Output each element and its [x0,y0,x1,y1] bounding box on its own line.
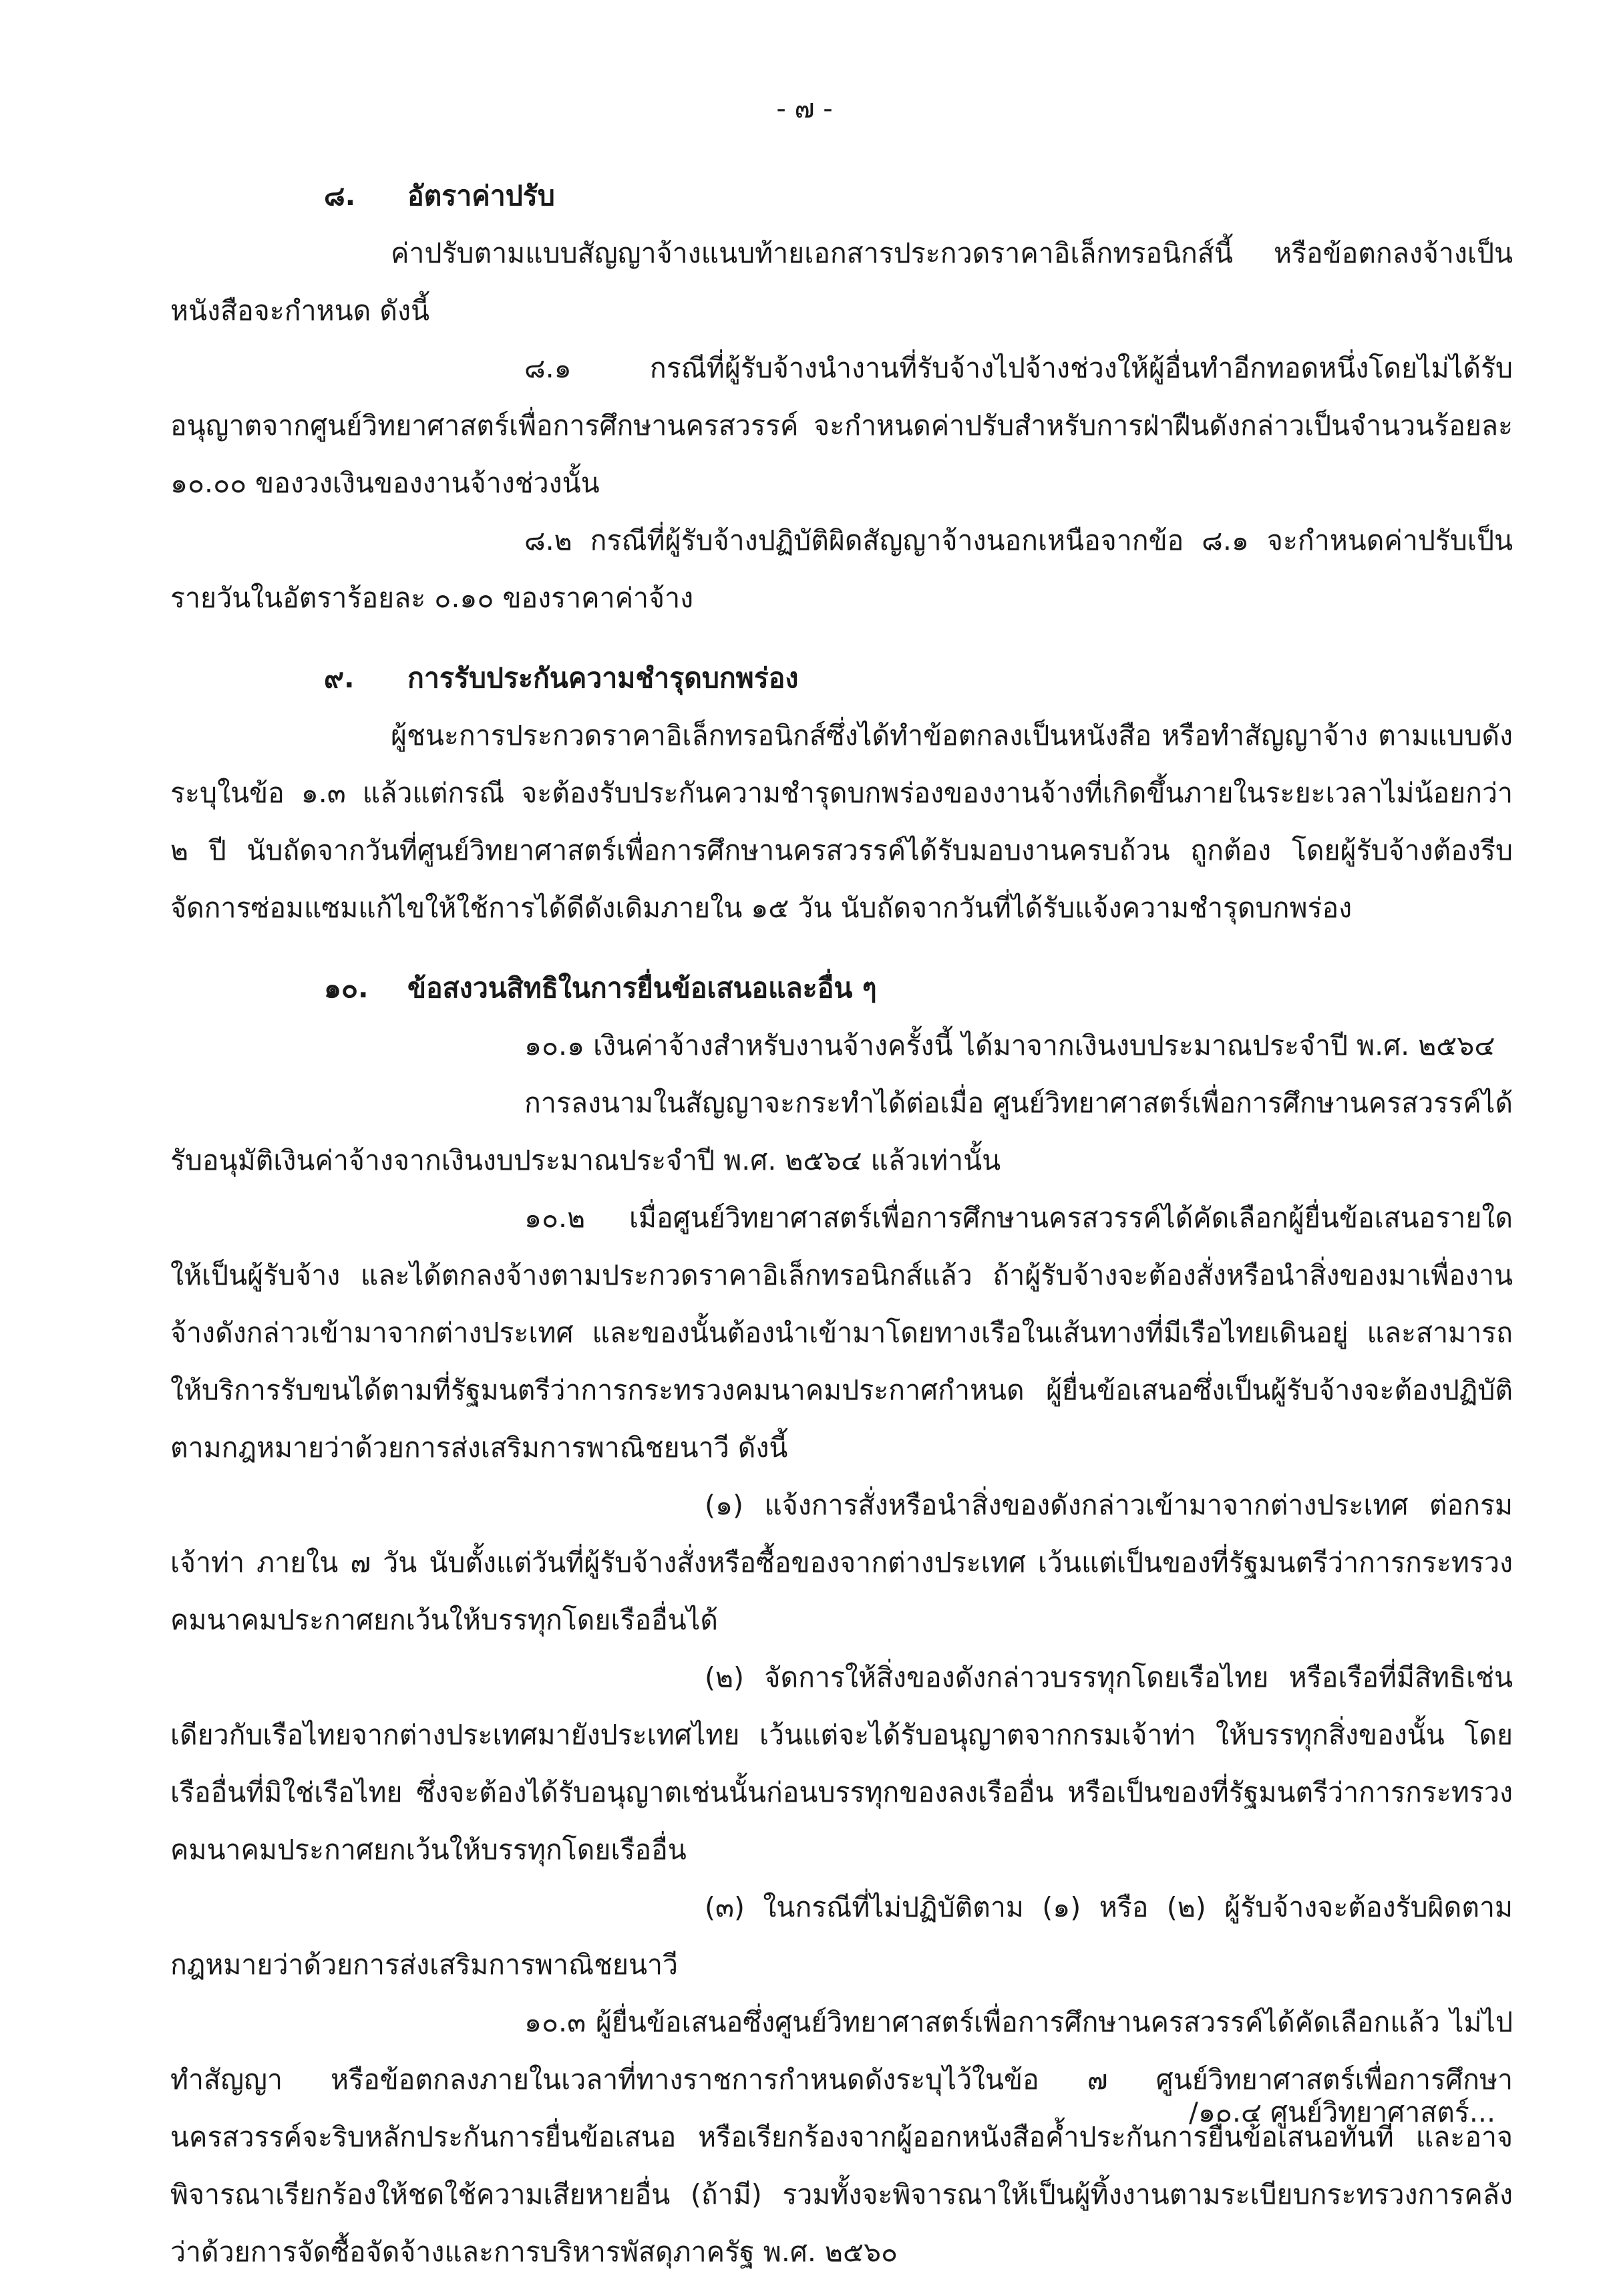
section-9-number: ๙. [324,662,355,694]
clause-10-2: ๑๐.๒ เมื่อศูนย์วิทยาศาสตร์เพื่อการศึกษานครสวรรค์ได้คัดเลือกผู้ยื่นข้อเสนอรายใด ให้เป็นผู้รับจ้าง และได้ตกลงจ้างตามประกวดราคาอิเล็กทรอนิกส์แล้ว ถ้าผู้รับจ้างจะต้องสั่งหรือนำสิ่งของมาเพื่องานจ้างดังกล่าวเข้ามาจากต่างประเทศ และของนั้นต้องนำเข้ามาโดยทางเรือในเส้นทางที่มีเรือไทยเดินอยู่ และสามารถให้บริการรับขนได้ตามที่รัฐมนตรีว่าการกระทรวงคมนาคมประกาศกำหนด ผู้ยื่นข้อเสนอซึ่งเป็นผู้รับจ้างจะต้องปฏิบัติตามกฎหมายว่าด้วยการส่งเสริมการพาณิชยนาวี ดังนี้ [170,1202,1513,1464]
clause-8-1: ๘.๑ กรณีที่ผู้รับจ้างนำงานที่รับจ้างไปจ้างช่วงให้ผู้อื่นทำอีกทอดหนึ่งโดยไม่ได้รับอนุญาตจากศูนย์วิทยาศาสตร์เพื่อการศึกษานครสวรรค์ จะกำหนดค่าปรับสำหรับการฝ่าฝืนดังกล่าวเป็นจำนวนร้อยละ ๑๐.๐๐ ของวงเงินของงานจ้างช่วงนั้น [170,352,1513,499]
section-8-number: ๘. [324,180,356,212]
section-10-title: ข้อสงวนสิทธิในการยื่นข้อเสนอและอื่น ๆ [407,972,877,1004]
section-9-body: ผู้ชนะการประกวดราคาอิเล็กทรอนิกส์ซึ่งได้ทำข้อตกลงเป็นหนังสือ หรือทำสัญญาจ้าง ตามแบบดังระบุในข้อ ๑.๓ แล้วแต่กรณี จะต้องรับประกันความชำรุดบกพร่องของงานจ้างที่เกิดขึ้นภายในระยะเวลาไม่น้อยกว่า ๒ ปี นับถัดจากวันที่ศูนย์วิทยาศาสตร์เพื่อการศึกษานครสวรรค์ได้รับมอบงานครบถ้วน ถูกต้อง โดยผู้รับจ้างต้องรีบจัดการซ่อมแซมแก้ไขให้ใช้การได้ดีดังเดิมภายใน ๑๕ วัน นับถัดจากวันที่ได้รับแจ้งความชำรุดบกพร่อง [170,719,1513,924]
page-number: - ๗ - [776,94,833,124]
continuation-footer: /๑๐.๔ ศูนย์วิทยาศาสตร์... [1189,2096,1495,2128]
section-8-intro: ค่าปรับตามแบบสัญญาจ้างแนบท้ายเอกสารประกวดราคาอิเล็กทรอนิกส์นี้ หรือข้อตกลงจ้างเป็นหนังสือจะกำหนด ดังนี้ [170,237,1513,327]
clause-8-2: ๘.๒ กรณีที่ผู้รับจ้างปฏิบัติผิดสัญญาจ้างนอกเหนือจากข้อ ๘.๑ จะกำหนดค่าปรับเป็นรายวันในอัตราร้อยละ ๐.๑๐ ของราคาค่าจ้าง [170,524,1513,614]
clause-10-2-item-3: (๓) ในกรณีที่ไม่ปฏิบัติตาม (๑) หรือ (๒) ผู้รับจ้างจะต้องรับผิดตามกฎหมายว่าด้วยการส่งเสริมการพาณิชยนาวี [170,1891,1513,1981]
section-9-heading [170,649,1513,707]
clause-10-2-item-2: (๒) จัดการให้สิ่งของดังกล่าวบรรทุกโดยเรือไทย หรือเรือที่มีสิทธิเช่นเดียวกับเรือไทยจากต่างประเทศมายังประเทศไทย เว้นแต่จะได้รับอนุญาตจากกรมเจ้าท่า ให้บรรทุกสิ่งของนั้น โดยเรืออื่นที่มิใช่เรือไทย ซึ่งจะต้องได้รับอนุญาตเช่นนั้นก่อนบรรทุกของลงเรืออื่น หรือเป็นของที่รัฐมนตรีว่าการกระทรวงคมนาคมประกาศยกเว้นให้บรรทุกโดยเรืออื่น [170,1661,1513,1866]
section-8-title: อัตราค่าปรับ [407,180,555,212]
clause-10-3: ๑๐.๓ ผู้ยื่นข้อเสนอซึ่งศูนย์วิทยาศาสตร์เพื่อการศึกษานครสวรรค์ได้คัดเลือกแล้ว ไม่ไปทำสัญญา หรือข้อตกลงภายในเวลาที่ทางราชการกำหนดดังระบุไว้ในข้อ ๗ ศูนย์วิทยาศาสตร์เพื่อการศึกษานครสวรรค์จะริบหลักประกันการยื่นข้อเสนอ หรือเรียกร้องจากผู้ออกหนังสือค้ำประกันการยื่นข้อเสนอทันที และอาจพิจารณาเรียกร้องให้ชดใช้ความเสียหายอื่น (ถ้ามี) รวมทั้งจะพิจารณาให้เป็นผู้ทิ้งงานตามระเบียบกระทรวงการคลังว่าด้วยการจัดซื้อจัดจ้างและการบริหารพัสดุภาครัฐ พ.ศ. ๒๕๖๐ [170,2006,1513,2268]
clause-10-2-item-1: (๑) แจ้งการสั่งหรือนำสิ่งของดังกล่าวเข้ามาจากต่างประเทศ ต่อกรมเจ้าท่า ภายใน ๗ วัน นับตั้งแต่วันที่ผู้รับจ้างสั่งหรือซื้อของจากต่างประเทศ เว้นแต่เป็นของที่รัฐมนตรีว่าการกระทรวงคมนาคมประกาศยกเว้นให้บรรทุกโดยเรืออื่นได้ [170,1489,1513,1636]
section-10-number: ๑๐. [324,972,369,1004]
clause-10-1: ๑๐.๑ เงินค่าจ้างสำหรับงานจ้างครั้งนี้ ได้มาจากเงินงบประมาณประจำปี พ.ศ. ๒๕๖๔ [524,1029,1495,1061]
section-9-title: การรับประกันความชำรุดบกพร่อง [407,662,799,694]
document-body [170,167,1513,2281]
clause-10-1-signing: การลงนามในสัญญาจะกระทำได้ต่อเมื่อ ศูนย์วิทยาศาสตร์เพื่อการศึกษานครสวรรค์ได้รับอนุมัติเงินค่าจ้างจากเงินงบประมาณประจำปี พ.ศ. ๒๕๖๔ แล้วเท่านั้น [170,1087,1513,1176]
section-8-heading [170,167,1513,224]
section-10-heading [170,959,1513,1017]
